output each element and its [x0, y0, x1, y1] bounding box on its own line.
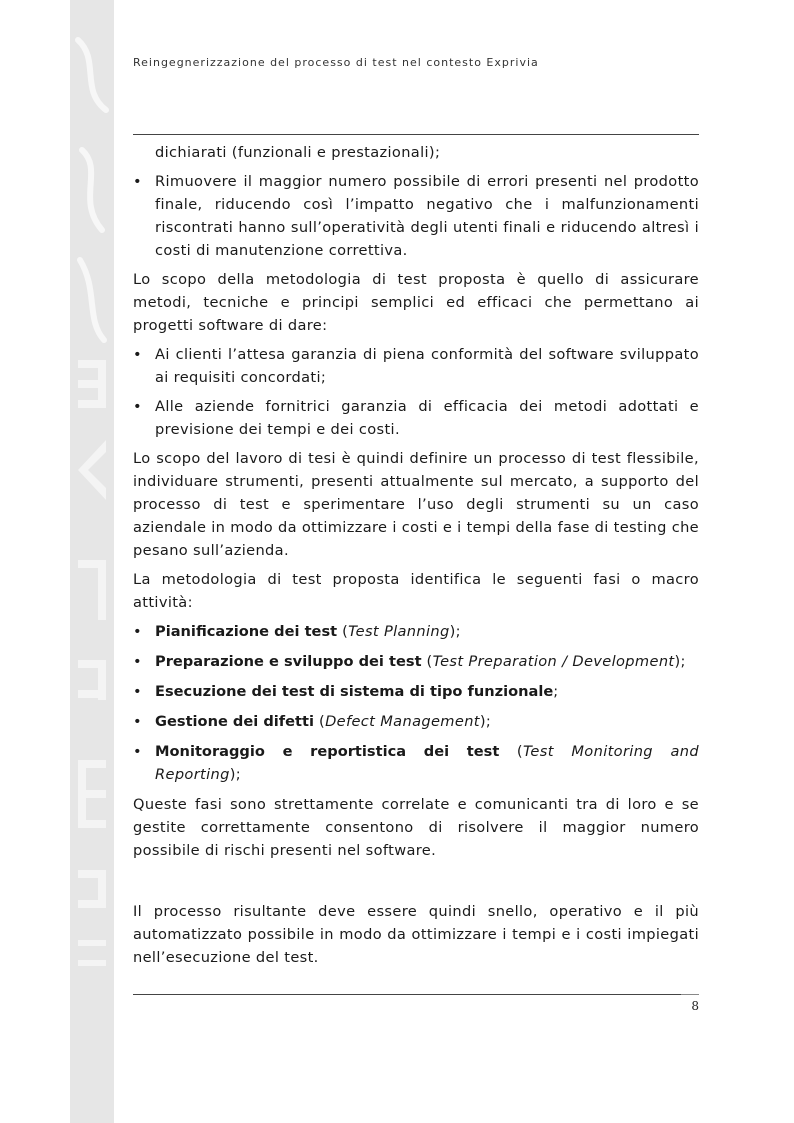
- list-item-text: Ai clienti l’attesa garanzia di piena conformità del software sviluppato ai requisiti concordati;: [155, 346, 699, 386]
- paragraph: Lo scopo del lavoro di tesi è quindi definire un processo di test flessibile, individuare strumenti, presenti attualmente sul mercato, a supporto del processo di test e sperimentare l’uso degli strumenti su un caso aziendale in modo da ottimizzare i costi e i tempi della fase di testing che pesano sull’azienda.: [133, 450, 699, 559]
- bullet-marker: •: [133, 743, 142, 760]
- bullet-marker: •: [133, 346, 142, 363]
- list-item: [133, 710, 699, 733]
- bullet-marker: •: [133, 683, 142, 700]
- decorative-side-band: [70, 0, 114, 1123]
- paragraph: Il processo risultante deve essere quindi snello, operativo e il più automatizzato possibile in modo da ottimizzare i tempi e i costi impiegati nell’esecuzione del test.: [133, 903, 699, 966]
- phase-paren-open: (: [337, 623, 349, 640]
- phases-list: [133, 620, 699, 786]
- continued-bullet-text: dichiarati (funzionali e prestazionali);: [155, 144, 441, 161]
- phase-name: Preparazione e sviluppo dei test: [155, 653, 422, 670]
- phase-paren-open: (: [421, 653, 433, 670]
- bullet-marker: •: [133, 653, 142, 670]
- list-item: [133, 170, 699, 262]
- phase-name: Monitoraggio e reportistica dei test: [155, 743, 500, 760]
- phase-paren-close: );: [674, 653, 686, 670]
- page-body: [133, 141, 699, 975]
- blank-line: [133, 868, 699, 900]
- phase-english-name: Test Planning: [348, 623, 450, 640]
- running-header: Reingegnerizzazione del processo di test nel contesto Exprivia: [133, 56, 539, 69]
- list-item: [133, 620, 699, 643]
- header-rule: [133, 134, 699, 135]
- list-item: [133, 680, 699, 703]
- paragraph: Queste fasi sono strettamente correlate e comunicanti tra di loro e se gestite correttamente consentono di risolvere il maggior numero possibile di rischi presenti nel software.: [133, 796, 699, 859]
- phase-name: Esecuzione dei test di sistema di tipo funzionale: [155, 683, 554, 700]
- phase-paren-open: (: [499, 743, 523, 760]
- list-item: [133, 650, 699, 673]
- footer-rule-tick: [681, 994, 699, 995]
- page-number: 8: [691, 999, 699, 1013]
- bullet-marker: •: [133, 398, 142, 415]
- bullet-marker: •: [133, 713, 142, 730]
- list-item-text: Alle aziende fornitrici garanzia di efficacia dei metodi adottati e previsione dei tempi e dei costi.: [155, 398, 699, 438]
- phase-english-name: Defect Management: [325, 713, 480, 730]
- list-item: [133, 343, 699, 389]
- goals-list: [133, 343, 699, 441]
- phase-name: Pianificazione dei test: [155, 623, 338, 640]
- bullet-marker: •: [133, 623, 142, 640]
- bullet-marker: •: [133, 173, 142, 190]
- objectives-list: [133, 170, 699, 262]
- list-item: [133, 395, 699, 441]
- side-band-logo-graphic: [70, 0, 114, 1123]
- paragraph: Lo scopo della metodologia di test proposta è quello di assicurare metodi, tecniche e principi semplici ed efficaci che permettano ai progetti software di dare:: [133, 271, 699, 334]
- phase-paren-open: (: [314, 713, 326, 730]
- paragraph: La metodologia di test proposta identifica le seguenti fasi o macro attività:: [133, 571, 699, 611]
- footer-rule: [133, 994, 699, 995]
- list-item: [133, 740, 699, 786]
- phase-paren-close: );: [229, 766, 242, 783]
- phase-paren-close: ;: [553, 683, 559, 700]
- phase-paren-close: );: [449, 623, 461, 640]
- phase-paren-close: );: [479, 713, 492, 730]
- list-item-text: Rimuovere il maggior numero possibile di errori presenti nel prodotto finale, riducendo così l’impatto negativo che i malfunzionamenti riscontrati hanno sull’operatività degli utenti finali e riducendo altresì i costi di manutenzione correttiva.: [155, 173, 699, 259]
- phase-english-name: Test Preparation / Development: [432, 653, 675, 670]
- phase-name: Gestione dei difetti: [155, 713, 315, 730]
- phase-english-name: Test Monitoring and Reporting: [155, 743, 700, 783]
